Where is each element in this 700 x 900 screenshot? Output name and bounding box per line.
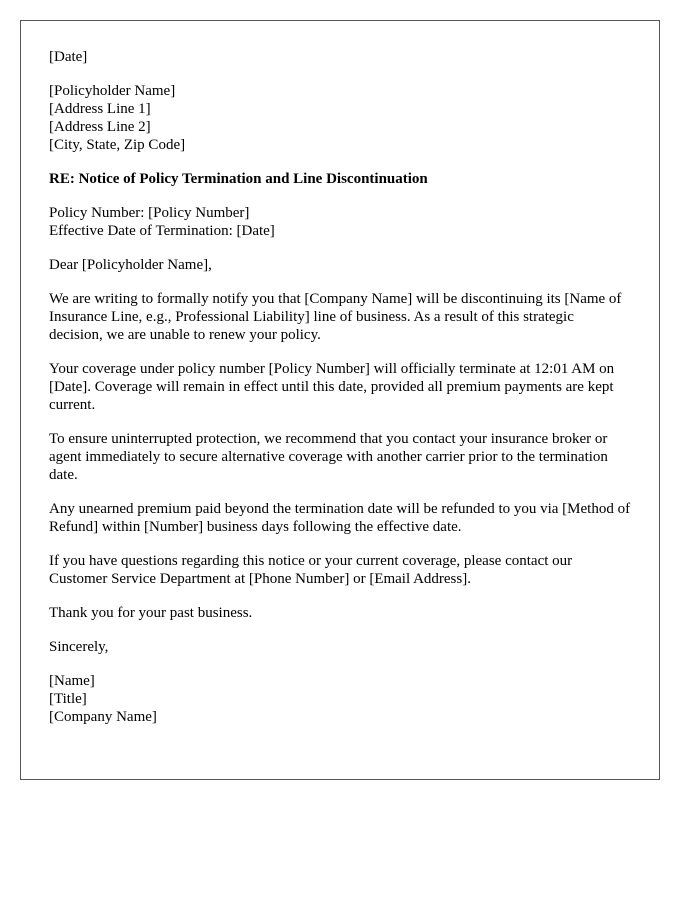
signer-company: [Company Name]: [49, 709, 157, 725]
body-paragraph-1: We are writing to formally notify you that [Company Name] will be discontinuing its [Name of Insurance Line, e.g., Professional Liability] line of business. As a result of this strategic decision, we are unable to renew your policy.: [49, 291, 622, 343]
signature-block: [49, 672, 631, 726]
salutation: Dear [Policyholder Name],: [49, 257, 212, 273]
body-paragraph-2: Your coverage under policy number [Policy Number] will officially terminate at 12:01 AM on [Date]. Coverage will remain in effect until this date, provided all premium payments are kept current.: [49, 361, 615, 413]
recipient-address: [49, 82, 631, 154]
effective-date: Effective Date of Termination: [Date]: [49, 223, 275, 239]
subject-text: RE: Notice of Policy Termination and Line Discontinuation: [49, 171, 428, 187]
body-paragraph-5: If you have questions regarding this notice or your current coverage, please contact our Customer Service Department at [Phone Number] or [Email Address].: [49, 553, 573, 587]
recipient-name: [Policyholder Name]: [49, 83, 176, 99]
subject-line: [49, 170, 631, 188]
body-paragraph-3: To ensure uninterrupted protection, we recommend that you contact your insurance broker or agent immediately to secure alternative coverage with another carrier prior to the termination date.: [49, 431, 608, 483]
policy-number: Policy Number: [Policy Number]: [49, 205, 250, 221]
policy-info: [49, 204, 631, 240]
city-state-zip: [City, State, Zip Code]: [49, 137, 186, 153]
thank-you-paragraph: Thank you for your past business.: [49, 605, 253, 621]
address-line-1: [Address Line 1]: [49, 101, 151, 117]
address-line-2: [Address Line 2]: [49, 119, 151, 135]
letter-page: [20, 20, 660, 780]
signer-name: [Name]: [49, 673, 95, 689]
signer-title: [Title]: [49, 691, 87, 707]
closing: Sincerely,: [49, 639, 109, 655]
letter-date: [49, 48, 631, 66]
body-paragraph-4: Any unearned premium paid beyond the termination date will be refunded to you via [Method of Refund] within [Number] business days following the effective date.: [49, 501, 631, 535]
date-text: [Date]: [49, 49, 88, 65]
